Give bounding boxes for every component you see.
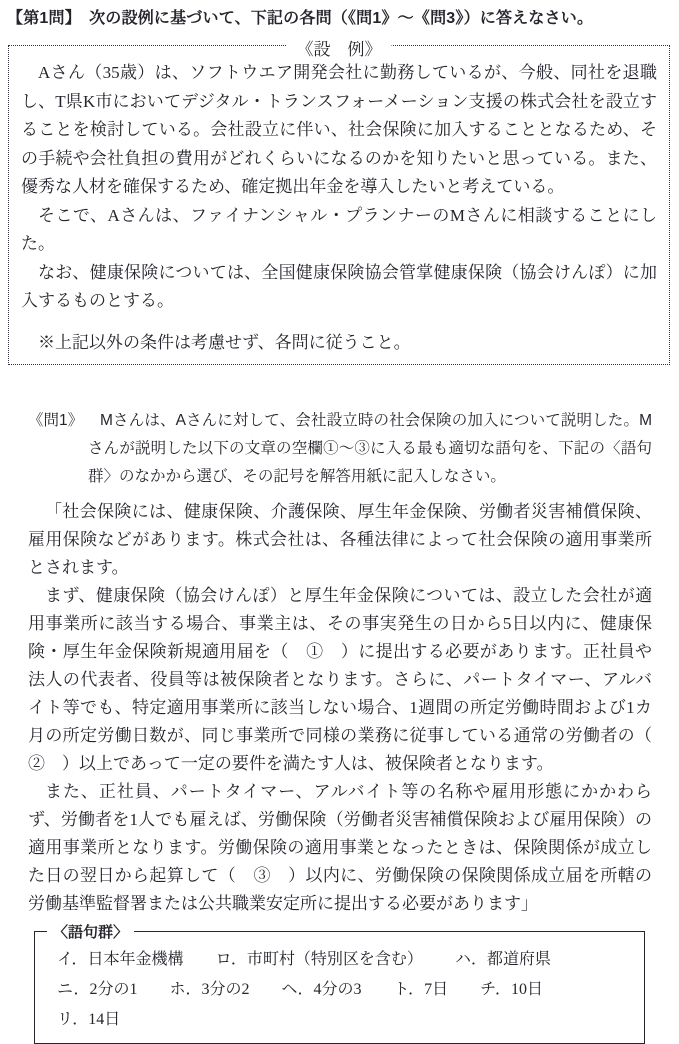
case-example-box: [8, 40, 670, 365]
word-group-label: 〈語句群〉: [47, 921, 134, 942]
exam-page: [0, 8, 679, 1032]
word-item: ニ．2分の1: [57, 981, 138, 998]
case-example-label: 《設 例》: [287, 35, 392, 60]
word-item: ハ．都道府県: [454, 951, 551, 968]
passage-paragraph: また、正社員、パートタイマー、アルバイト等の名称や雇用形態にかかわらず、労働者を1人でも雇えば、労働保険（労働者災害補償保険および雇用保険）の適用事業所となります。労働保険の適用事業となったときは、保険関係が成立した日の翌日から起算して（ ③ ）以内に、労働保険の保険関係成立届を所轄の労働基準監督署または公共職業安定所に提出する必要があります」: [28, 782, 652, 913]
word-item: ロ．市町村（特別区を含む）: [215, 951, 423, 968]
passage-paragraph: 「社会保険には、健康保険、介護保険、厚生年金保険、労働者災害補償保険、雇用保険などがあります。株式会社は、各種法律によって社会保険の適用事業所とされます。: [28, 502, 652, 577]
question-1-text: Mさんは、Aさんに対して、会社設立時の社会保険の加入について説明した。Mさんが説明した以下の文章の空欄①～③に入る最も適切な語句を、下記の〈語句群〉のなかから選び、その記号を解答用紙に記入しなさい。: [88, 412, 652, 485]
case-paragraph: そこで、Aさんは、ファイナンシャル・プランナーのMさんに相談することにした。: [21, 205, 657, 253]
word-group-rows: [57, 945, 626, 1035]
word-group-row: [57, 975, 626, 1005]
word-item: イ．日本年金機構: [57, 951, 184, 968]
case-paragraph: Aさん（35歳）は、ソフトウエア開発会社に勤務しているが、今般、同社を退職し、T県K市においてデジタル・トランスフォーメーション支援の株式会社を設立することを検討している。会社設立に伴い、社会保険に加入することとなるため、その手続や会社負担の費用がどれくらいになるのかを知りたいと思っている。また、優秀な人材を確保するため、確定拠出年金を導入したいと考えている。: [21, 63, 657, 196]
page-title: 【第1問】 次の設例に基づいて、下記の各問（《問1》～《問3》）に答えなさい。: [7, 10, 594, 27]
word-group-row: [57, 945, 626, 975]
word-item: チ．10日: [480, 981, 543, 998]
case-note: ※上記以外の条件は考慮せず、各問に従うこと。: [38, 332, 411, 352]
word-item: リ．14日: [57, 1011, 121, 1028]
case-paragraphs: [21, 59, 657, 316]
word-group-row: [57, 1005, 626, 1035]
word-group-box: [34, 924, 645, 1044]
passage-paragraph: まず、健康保険（協会けんぽ）と厚生年金保険については、設立した会社が適用事業所に該当する場合、事業主は、その事実発生の日から5日以内に、健康保険・厚生年金保険新規適用届を（ ① ）に提出する必要があります。正社員や法人の代表者、役員等は被保険者となります。さらに、パートタイマー、アルバイト等でも、特定適用事業所に該当しない場合、1週間の所定労働時間および1カ月の所定労働日数が、同じ事業所で同様の業務に従事している通常の労働者の（ ② ）以上であって一定の要件を満たす人は、被保険者となります。: [28, 586, 669, 773]
passage: [28, 498, 669, 918]
question-1: [28, 407, 652, 491]
case-paragraph: なお、健康保険については、全国健康保険協会管掌健康保険（協会けんぽ）に加入するものとする。: [21, 262, 657, 310]
word-item: ト．7日: [393, 981, 449, 998]
word-item: ヘ．4分の3: [281, 981, 362, 998]
question-1-label: 《問1》: [28, 412, 84, 429]
word-item: ホ．3分の2: [169, 981, 250, 998]
